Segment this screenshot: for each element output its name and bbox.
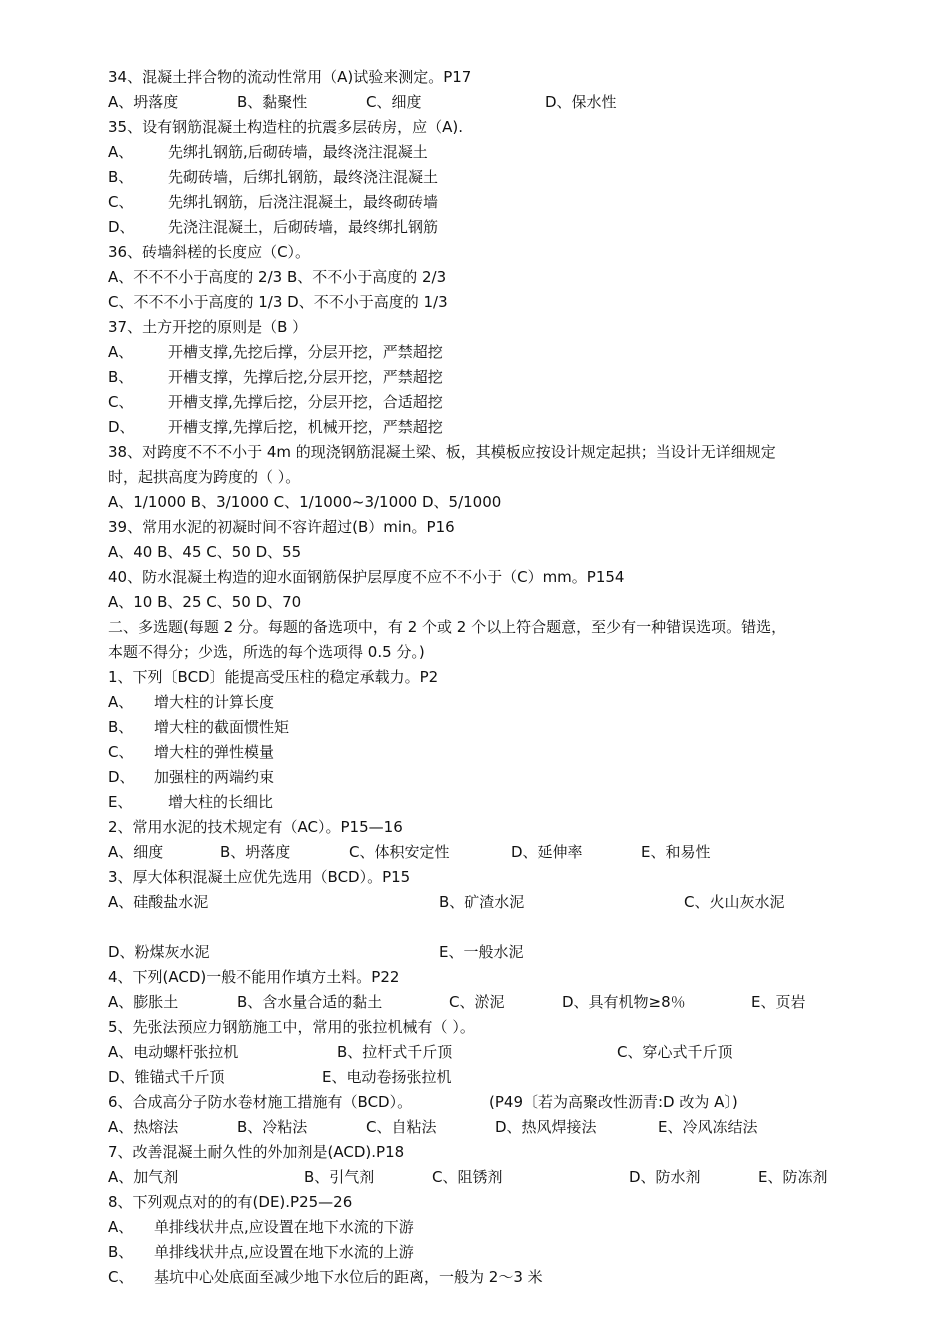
question-stem: 7、改善混凝土耐久性的外加剂是(ACD).P18 — [108, 1143, 405, 1161]
option — [108, 1217, 414, 1237]
option-label: B、 — [108, 368, 134, 386]
option: D、粉煤灰水泥 — [108, 943, 210, 961]
option: C、穿心式千斤顶 — [617, 1043, 733, 1061]
option-label: D、 — [108, 218, 135, 236]
option — [108, 417, 443, 437]
option-text: 增大柱的截面惯性矩 — [154, 718, 290, 736]
option: A、热熔法 — [108, 1118, 179, 1136]
option: D、防水剂 — [629, 1168, 701, 1186]
option-label: B、 — [108, 1243, 134, 1261]
option-text: 增大柱的长细比 — [168, 793, 274, 811]
option: A、膨胀土 — [108, 993, 179, 1011]
option: B、含水量合适的黏土 — [237, 993, 383, 1011]
option: E、一般水泥 — [439, 943, 524, 961]
question-stem: 3、厚大体积混凝土应优先选用（BCD）。P15 — [108, 868, 411, 886]
option-text: 单排线状井点,应设置在地下水流的上游 — [154, 1243, 414, 1261]
section-header: 二、多选题(每题 2 分。每题的备选项中，有 2 个或 2 个以上符合题意，至少有一种错误选项。错选， — [108, 618, 787, 636]
option: A、硅酸盐水泥 — [108, 893, 209, 911]
question-stem: 36、砖墙斜槎的长度应（C）。 — [108, 243, 311, 261]
option-label: C、 — [108, 393, 134, 411]
question-stem-cont: 时，起拱高度为跨度的（ ）。 — [108, 468, 301, 486]
option-label: C、 — [108, 193, 134, 211]
option: D、锥锚式千斤顶 — [108, 1068, 225, 1086]
question-stem: 34、混凝土拌合物的流动性常用（A)试验来测定。P17 — [108, 68, 472, 86]
option-line: A、10 B、25 C、50 D、70 — [108, 593, 302, 611]
option: E、和易性 — [641, 843, 711, 861]
option — [108, 217, 438, 237]
option: B、冷粘法 — [237, 1118, 308, 1136]
question-stem: 8、下列观点对的的有(DE).P25—26 — [108, 1193, 353, 1211]
question-stem: 37、土方开挖的原则是（B ） — [108, 318, 308, 336]
option-label: B、 — [108, 718, 134, 736]
option-label: C、 — [108, 1268, 134, 1286]
option-line: A、40 B、45 C、50 D、55 — [108, 543, 302, 561]
option-text: 开槽支撑,先撑后挖，分层开挖，合适超挖 — [168, 393, 443, 411]
option-label: A、 — [108, 343, 134, 361]
option-label: B、 — [108, 168, 134, 186]
option-text: 先绑扎钢筋，后浇注混凝土，最终砌砖墙 — [168, 193, 439, 211]
option: B、矿渣水泥 — [439, 893, 525, 911]
option-text: 开槽支撑,先撑后挖，机械开挖，严禁超挖 — [168, 418, 443, 436]
option: B、坍落度 — [220, 843, 291, 861]
option — [108, 167, 438, 187]
option-text: 增大柱的弹性模量 — [154, 743, 275, 761]
question-stem: 4、下列(ACD)一般不能用作填方土料。P22 — [108, 968, 400, 986]
option — [108, 1267, 543, 1287]
option: D、延伸率 — [511, 843, 583, 861]
option: D、保水性 — [545, 93, 617, 111]
option — [108, 367, 443, 387]
option — [108, 192, 438, 212]
question-stem: 2、常用水泥的技术规定有（AC）。P15—16 — [108, 818, 403, 836]
option-line: A、1/1000 B、3/1000 C、1/1000~3/1000 D、5/1000 — [108, 493, 502, 511]
option-text: 先砌砖墙，后绑扎钢筋，最终浇注混凝土 — [168, 168, 439, 186]
option: C、阻锈剂 — [432, 1168, 503, 1186]
option: A、电动螺杆张拉机 — [108, 1043, 239, 1061]
question-stem: 35、设有钢筋混凝土构造柱的抗震多层砖房，应（A). — [108, 118, 463, 136]
option-label: A、 — [108, 143, 134, 161]
option-line: C、不不不小于高度的 1/3 D、不不小于高度的 1/3 — [108, 293, 448, 311]
option-text: 先浇注混凝土，后砌砖墙，最终绑扎钢筋 — [168, 218, 439, 236]
option — [108, 717, 289, 737]
question-note: (P49〔若为高聚改性沥青:D 改为 A〕) — [489, 1093, 738, 1111]
option-label: D、 — [108, 418, 135, 436]
option — [108, 792, 273, 812]
option-label: A、 — [108, 1218, 134, 1236]
option — [108, 392, 443, 412]
option — [108, 142, 428, 162]
option — [108, 742, 274, 762]
option: A、加气剂 — [108, 1168, 179, 1186]
question-stem: 1、下列〔BCD〕能提高受压柱的稳定承载力。P2 — [108, 668, 439, 686]
option: B、引气剂 — [304, 1168, 375, 1186]
option: D、热风焊接法 — [495, 1118, 597, 1136]
question-stem: 40、防水混凝土构造的迎水面钢筋保护层厚度不应不不小于（C）mm。P154 — [108, 568, 625, 586]
option: B、黏聚性 — [237, 93, 308, 111]
option: E、冷风冻结法 — [658, 1118, 758, 1136]
option: E、电动卷扬张拉机 — [322, 1068, 452, 1086]
option: C、细度 — [366, 93, 422, 111]
option — [108, 767, 274, 787]
option-label: A、 — [108, 693, 134, 711]
option: C、体积安定性 — [349, 843, 450, 861]
option-text: 单排线状井点,应设置在地下水流的下游 — [154, 1218, 414, 1236]
question-stem: 5、先张法预应力钢筋施工中，常用的张拉机械有（ ）。 — [108, 1018, 475, 1036]
option-text: 开槽支撑，先撑后挖,分层开挖，严禁超挖 — [168, 368, 443, 386]
question-stem: 38、对跨度不不不小于 4m 的现浇钢筋混凝土梁、板，其模板应按设计规定起拱；当设计无详细规定 — [108, 443, 776, 461]
option: E、页岩 — [751, 993, 806, 1011]
option-text: 基坑中心处底面至减少地下水位后的距离，一般为 2～3 米 — [154, 1268, 543, 1286]
question-stem: 6、合成高分子防水卷材施工措施有（BCD）。 — [108, 1093, 413, 1111]
option: D、具有机物≥8％ — [562, 993, 686, 1011]
option: B、拉杆式千斤顶 — [337, 1043, 453, 1061]
option — [108, 342, 443, 362]
option-label: C、 — [108, 743, 134, 761]
option-label: E、 — [108, 793, 133, 811]
option — [108, 692, 274, 712]
option-text: 开槽支撑,先挖后撑，分层开挖，严禁超挖 — [168, 343, 443, 361]
section-header-cont: 本题不得分；少选，所选的每个选项得 0.5 分。) — [108, 643, 425, 661]
option-text: 先绑扎钢筋,后砌砖墙，最终浇注混凝土 — [168, 143, 428, 161]
option — [108, 1242, 414, 1262]
option-label: D、 — [108, 768, 135, 786]
option: A、细度 — [108, 843, 164, 861]
option: C、自粘法 — [366, 1118, 437, 1136]
question-stem: 39、常用水泥的初凝时间不容许超过(B）min。P16 — [108, 518, 455, 536]
option-text: 加强柱的两端约束 — [154, 768, 275, 786]
option: C、淤泥 — [449, 993, 505, 1011]
option: E、防冻剂 — [758, 1168, 828, 1186]
option: C、火山灰水泥 — [684, 893, 785, 911]
option: A、坍落度 — [108, 93, 179, 111]
option-text: 增大柱的计算长度 — [154, 693, 275, 711]
option-line: A、不不不小于高度的 2/3 B、不不小于高度的 2/3 — [108, 268, 447, 286]
